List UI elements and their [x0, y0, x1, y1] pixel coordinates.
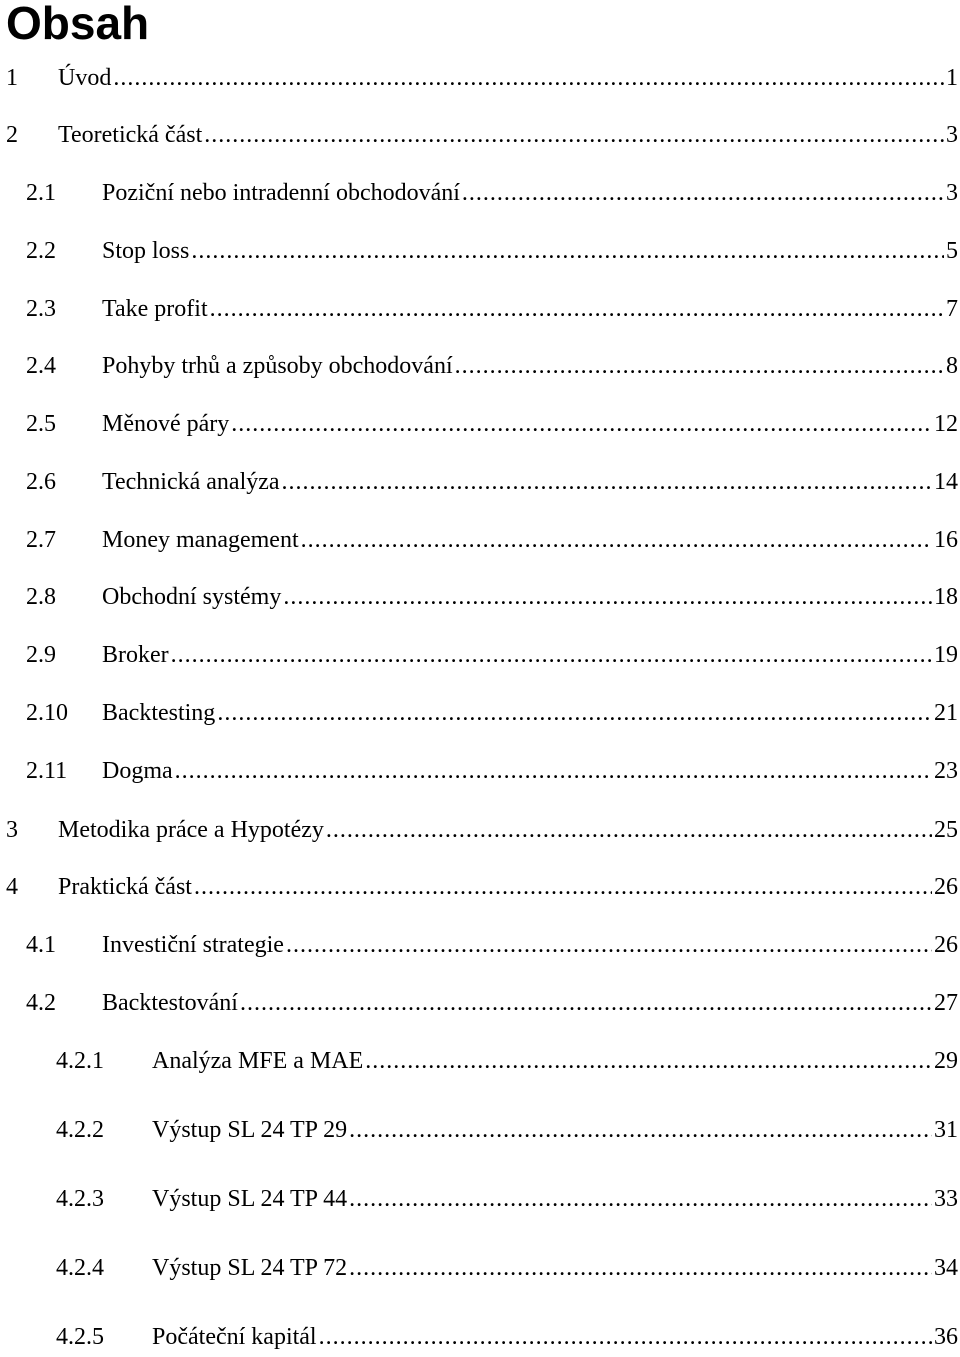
toc-entry-label: Měnové páry: [102, 411, 230, 437]
toc-entry-number: 2.11: [26, 758, 68, 784]
toc-dot-leader: [349, 1110, 932, 1150]
toc-entry-label: Money management: [102, 527, 299, 553]
toc-entry-page: 7: [946, 296, 958, 322]
toc-entry-page: 18: [934, 584, 958, 610]
toc-entry-label: Obchodní systémy: [102, 584, 282, 610]
toc-entry-page: 34: [934, 1255, 958, 1281]
toc-entry-number: 2.8: [26, 584, 56, 610]
toc-entry-number: 4.2.2: [56, 1117, 104, 1143]
toc-entry[interactable]: [26, 462, 960, 502]
toc-entry-page: 33: [934, 1186, 958, 1212]
toc-entry-label: Poziční nebo intradenní obchodování: [102, 180, 460, 206]
toc-dot-leader: [194, 867, 932, 907]
toc-entry[interactable]: [26, 346, 960, 386]
toc-entry-page: 26: [934, 874, 958, 900]
toc-entry[interactable]: [26, 520, 960, 560]
toc-dot-leader: [286, 925, 932, 965]
toc-entry-page: 25: [934, 817, 958, 843]
toc-entry-number: 2.10: [26, 700, 68, 726]
toc-entry-page: 3: [946, 180, 958, 206]
toc-entry-number: 2.7: [26, 527, 56, 553]
toc-entry-label: Dogma: [102, 758, 173, 784]
toc-entry-number: 4.2: [26, 990, 56, 1016]
toc-entry[interactable]: [56, 1179, 960, 1219]
toc-entry-label: Počáteční kapitál: [152, 1324, 317, 1350]
toc-entry-number: 4: [6, 874, 18, 900]
toc-entry-page: 36: [934, 1324, 958, 1350]
toc-entry-number: 1: [6, 65, 18, 91]
toc-dot-leader: [319, 1317, 932, 1357]
toc-dot-leader: [191, 231, 944, 271]
toc-entry-label: Backtestování: [102, 990, 238, 1016]
toc-entry-number: 2.4: [26, 353, 56, 379]
toc-entry[interactable]: [56, 1110, 960, 1150]
toc-entry-label: Investiční strategie: [102, 932, 284, 958]
toc-dot-leader: [175, 751, 932, 791]
toc-entry-label: Teoretická část: [58, 122, 203, 148]
toc-entry[interactable]: [56, 1041, 960, 1081]
toc-entry-page: 26: [934, 932, 958, 958]
toc-entry-number: 4.2.3: [56, 1186, 104, 1212]
toc-dot-leader: [210, 289, 944, 329]
toc-entry[interactable]: [26, 751, 960, 791]
toc-entry-label: Metodika práce a Hypotézy: [58, 817, 324, 843]
toc-dot-leader: [365, 1041, 932, 1081]
toc-entry-number: 2.5: [26, 411, 56, 437]
toc-entry-number: 4.2.5: [56, 1324, 104, 1350]
toc-entry-number: 2: [6, 122, 18, 148]
toc-entry-number: 4.2.4: [56, 1255, 104, 1281]
toc-entry-label: Praktická část: [58, 874, 192, 900]
toc-dot-leader: [349, 1179, 932, 1219]
toc-entry[interactable]: [26, 635, 960, 675]
toc-entry-label: Výstup SL 24 TP 72: [152, 1255, 348, 1281]
toc-dot-leader: [217, 693, 932, 733]
toc-entry-page: 29: [934, 1048, 958, 1074]
toc-entry[interactable]: [6, 867, 960, 907]
toc-dot-leader: [349, 1248, 932, 1288]
toc-entry[interactable]: [26, 404, 960, 444]
toc-dot-leader: [326, 810, 932, 850]
toc-dot-leader: [171, 635, 932, 675]
toc-entry-page: 23: [934, 758, 958, 784]
toc-dot-leader: [462, 173, 944, 213]
toc-entry[interactable]: [26, 173, 960, 213]
toc-entry-label: Stop loss: [102, 238, 190, 264]
toc-entry[interactable]: [6, 115, 960, 155]
toc-dot-leader: [301, 520, 932, 560]
toc-entry-label: Úvod: [58, 65, 112, 91]
toc-entry-label: Analýza MFE a MAE: [152, 1048, 364, 1074]
toc-dot-leader: [231, 404, 932, 444]
toc-entry[interactable]: [26, 925, 960, 965]
toc-entry[interactable]: [26, 577, 960, 617]
toc-entry-page: 31: [934, 1117, 958, 1143]
toc-entry-label: Pohyby trhů a způsoby obchodování: [102, 353, 453, 379]
toc-entry-page: 12: [934, 411, 958, 437]
toc-dot-leader: [240, 983, 932, 1023]
toc-entry-page: 27: [934, 990, 958, 1016]
toc-entry-number: 2.1: [26, 180, 56, 206]
page-title: Obsah: [6, 0, 150, 49]
toc-entry-number: 2.6: [26, 469, 56, 495]
toc-dot-leader: [113, 58, 944, 98]
toc-entry[interactable]: [26, 693, 960, 733]
toc-entry-page: 5: [946, 238, 958, 264]
toc-dot-leader: [283, 577, 932, 617]
toc-entry-page: 8: [946, 353, 958, 379]
toc-entry[interactable]: [56, 1248, 960, 1288]
toc-dot-leader: [204, 115, 944, 155]
toc-entry-label: Broker: [102, 642, 169, 668]
toc-entry-number: 4.1: [26, 932, 56, 958]
toc-entry-number: 2.3: [26, 296, 56, 322]
toc-entry-number: 4.2.1: [56, 1048, 104, 1074]
toc-entry[interactable]: [6, 58, 960, 98]
toc-entry-page: 21: [934, 700, 958, 726]
toc-entry-number: 2.9: [26, 642, 56, 668]
toc-entry[interactable]: [26, 289, 960, 329]
toc-dot-leader: [282, 462, 932, 502]
toc-entry-number: 2.2: [26, 238, 56, 264]
toc-entry-page: 1: [946, 65, 958, 91]
toc-entry-label: Take profit: [102, 296, 208, 322]
toc-entry[interactable]: [6, 810, 960, 850]
toc-entry-label: Výstup SL 24 TP 29: [152, 1117, 348, 1143]
toc-entry-number: 3: [6, 817, 18, 843]
toc-entry-page: 19: [934, 642, 958, 668]
toc-entry-page: 14: [934, 469, 958, 495]
toc-entry-page: 3: [946, 122, 958, 148]
toc-dot-leader: [455, 346, 944, 386]
toc-entry[interactable]: [56, 1317, 960, 1357]
toc-entry-label: Výstup SL 24 TP 44: [152, 1186, 348, 1212]
toc-entry-label: Backtesting: [102, 700, 216, 726]
toc-entry-page: 16: [934, 527, 958, 553]
toc-entry[interactable]: [26, 231, 960, 271]
toc-entry-label: Technická analýza: [102, 469, 280, 495]
toc-entry[interactable]: [26, 983, 960, 1023]
